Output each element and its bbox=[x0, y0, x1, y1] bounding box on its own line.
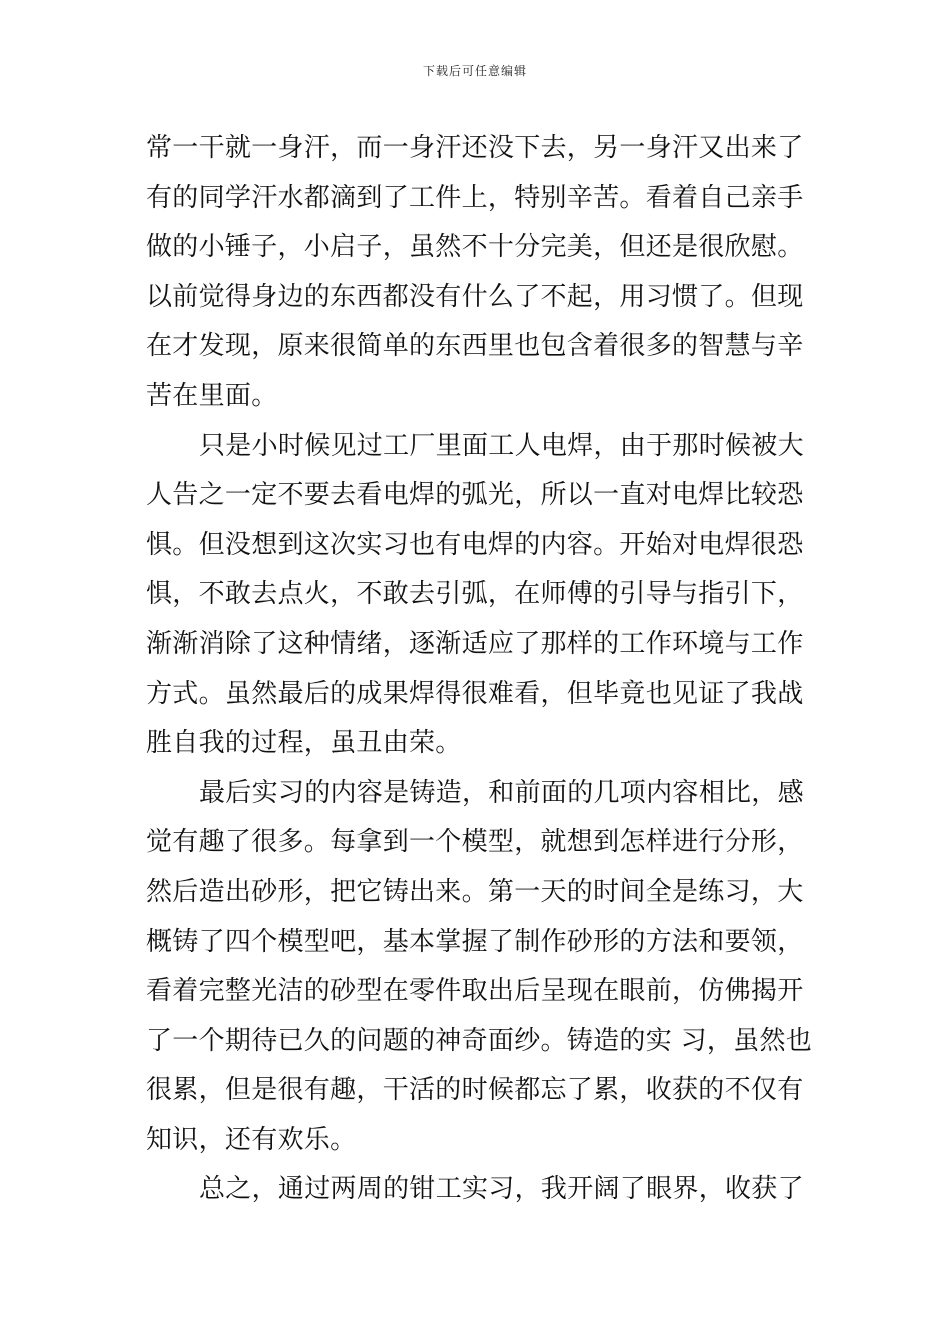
text-line: 概铸了四个模型吧，基本掌握了制作砂形的方法和要领， bbox=[146, 926, 804, 957]
text-line: 惧，不敢去点火，不敢去引弧，在师傅的引导与指引下， bbox=[146, 579, 804, 610]
text-line: 看着完整光洁的砂型在零件取出后呈现在眼前，仿佛揭开 bbox=[146, 976, 804, 1007]
text-line: 知识，还有欢乐。 bbox=[146, 1124, 357, 1155]
text-line: 人告之一定不要去看电焊的弧光，所以一直对电焊比较恐 bbox=[146, 480, 804, 511]
text-line: 常一干就一身汗，而一身汗还没下去，另一身汗又出来了 bbox=[146, 133, 804, 163]
text-line: 觉有趣了很多。每拿到一个模型，就想到怎样进行分形， bbox=[146, 827, 804, 858]
text-line: 很累，但是很有趣，干活的时候都忘了累，收获的不仅有 bbox=[146, 1075, 804, 1106]
document-body bbox=[146, 124, 814, 1215]
paragraph-start-line: 总之，通过两周的钳工实习，我开阔了眼界，收获了 bbox=[199, 1174, 804, 1205]
text-line: 渐渐消除了这种情绪，逐渐适应了那样的工作环境与工作 bbox=[146, 628, 804, 659]
text-line: 以前觉得身边的东西都没有什么了不起，用习惯了。但现 bbox=[146, 281, 804, 312]
paragraph-start-line: 只是小时候见过工厂里面工人电焊，由于那时候被大 bbox=[199, 430, 804, 461]
text-line: 苦在里面。 bbox=[146, 380, 278, 411]
text-line: 做的小锤子，小启子，虽然不十分完美，但还是很欣慰。 bbox=[146, 232, 804, 263]
text-line: 然后造出砂形，把它铸出来。第一天的时间全是练习，大 bbox=[146, 876, 804, 907]
text-line: 在才发现，原来很简单的东西里也包含着很多的智慧与辛 bbox=[146, 331, 804, 362]
text-line: 方式。虽然最后的成果焊得很难看，但毕竟也见证了我战 bbox=[146, 678, 804, 709]
text-line: 有的同学汗水都滴到了工件上，特别辛苦。看着自己亲手 bbox=[146, 182, 804, 213]
page-header: 下载后可任意编辑 bbox=[422, 64, 527, 78]
text-line: 惧。但没想到这次实习也有电焊的内容。开始对电焊很恐 bbox=[146, 529, 804, 560]
paragraph-start-line: 最后实习的内容是铸造，和前面的几项内容相比，感 bbox=[199, 777, 804, 808]
text-line: 了一个期待已久的问题的神奇面纱。铸造的实 习，虽然也 bbox=[146, 1025, 813, 1056]
text-line: 胜自我的过程，虽丑由荣。 bbox=[146, 728, 462, 759]
